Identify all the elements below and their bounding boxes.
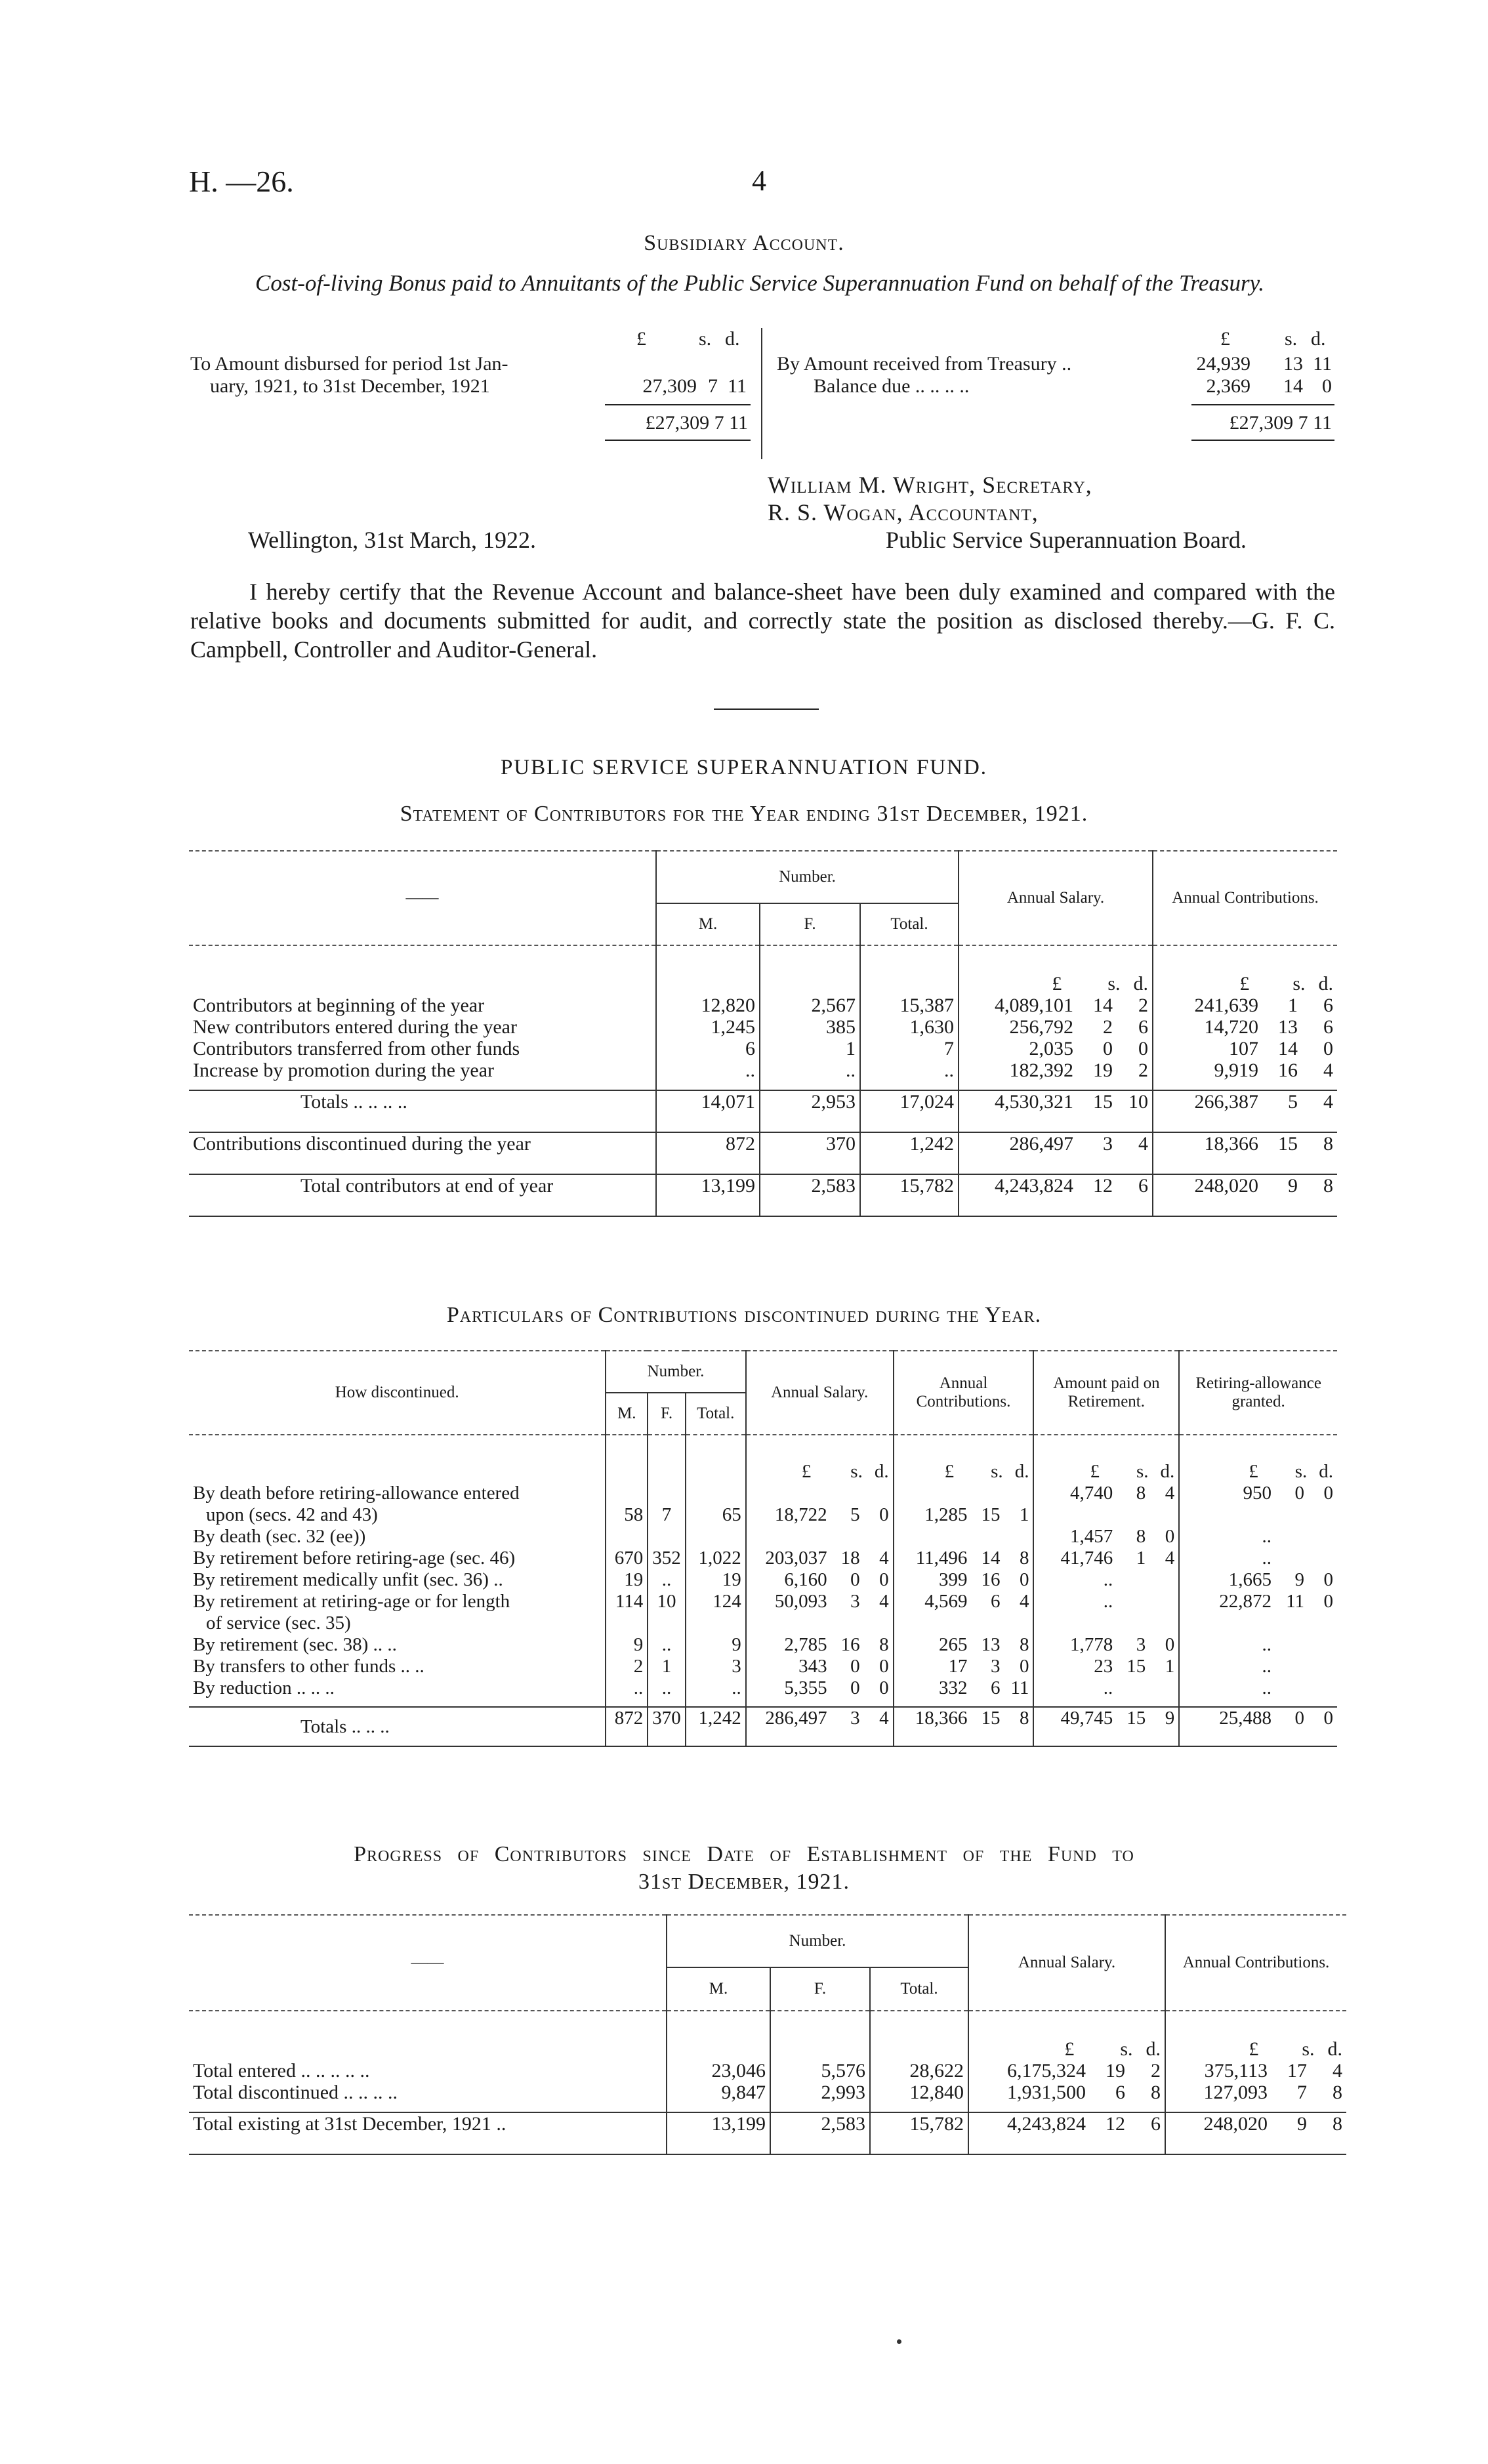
- statement-row: Increase by promotion during the year .. .. .. 182,392 19 2 9,919 16 4: [189, 1059, 1337, 1081]
- credit-line-1: By Amount received from Treasury .. 24,939 13 11: [777, 353, 1332, 375]
- particulars-row: By reduction .. .. .. .. .. .. 5,355 0 0 332 6 11 .. ..: [189, 1677, 1337, 1699]
- debit-rule-bottom: [605, 440, 751, 441]
- statement-totals-row: Totals .. .. .. .. 14,071 2,953 17,024 4,530,321 15 10 266,387 5 4: [189, 1090, 1337, 1132]
- particulars-row: By retirement medically unfit (sec. 36) .. 19 .. 19 6,160 0 0 399 16 0 .. 1,665 9 0: [189, 1569, 1337, 1591]
- particulars-row: of service (sec. 35): [189, 1612, 1337, 1634]
- progress-m-header: M.: [667, 1967, 770, 2011]
- debit-text: To Amount disbursed for period 1st Jan- uary, 1921, to 31st December, 1921: [190, 353, 508, 397]
- debit-rule: [605, 404, 751, 405]
- particulars-total-header: Total.: [686, 1393, 746, 1435]
- credit-line-2: Balance due .. .. .. .. 2,369 14 0: [814, 375, 1332, 397]
- progress-salary-header: Annual Salary.: [968, 1915, 1165, 2011]
- particulars-row: By death (sec. 32 (ee)) 1,457 8 0 ..: [189, 1526, 1337, 1548]
- subsidiary-subtitle: Cost-of-living Bonus paid to Annuitants of the Public Service Superannuation Fund on behalf of the Treasury.: [255, 270, 1264, 296]
- particulars-number-header: Number.: [606, 1351, 745, 1393]
- subsidiary-heading: Subsidiary Account.: [644, 231, 844, 255]
- account-divider: [761, 328, 762, 459]
- progress-f-header: F.: [770, 1967, 870, 2011]
- auditor-certificate: I hereby certify that the Revenue Account and balance-sheet have been duly examined and compared with the relative books and documents submitted for audit, and correctly state the position as disclosed thereby.—G. F. C. Campbell, Controller and Auditor-General.: [190, 579, 1335, 663]
- statement-units-row: £ s. d. £ s. d.: [189, 973, 1337, 995]
- progress-total-header: Total.: [870, 1967, 968, 2011]
- statement-heading: Statement of Contributors for the Year ending 31st December, 1921.: [400, 802, 1088, 826]
- particulars-row: upon (secs. 42 and 43) 58 7 65 18,722 5 0 1,285 15 1: [189, 1504, 1337, 1526]
- debit-total: £27,309 7 11: [645, 412, 748, 434]
- progress-heading: Progress of Contributors since Date of Establishment of the Fund to 31st December, 1921.: [354, 1842, 1134, 1894]
- fund-title: PUBLIC SERVICE SUPERANNUATION FUND.: [500, 756, 988, 779]
- progress-units-row: £ s. d. £ s. d.: [189, 2038, 1346, 2060]
- credit-rule: [1191, 404, 1334, 405]
- statement-number-header: Number.: [656, 851, 959, 903]
- particulars-paid-header: Amount paid on Retirement.: [1033, 1351, 1179, 1435]
- statement-f-header: F.: [760, 903, 860, 945]
- credit-rule-bottom: [1191, 440, 1334, 441]
- signature-board: Public Service Superannuation Board.: [886, 527, 1247, 553]
- credit-total: £27,309 7 11: [1229, 412, 1332, 434]
- statement-salary-header: Annual Salary.: [959, 851, 1153, 945]
- statement-end-row: Total contributors at end of year 13,199 2,583 15,782 4,243,824 12 6 248,020 9 8: [189, 1174, 1337, 1216]
- particulars-contrib-header: Annual Contributions.: [894, 1351, 1034, 1435]
- progress-contrib-header: Annual Contributions.: [1182, 1954, 1330, 1971]
- particulars-units-row: £ s. d. £ s. d. £ s. d. £ s. d.: [189, 1461, 1337, 1483]
- particulars-row: By retirement before retiring-age (sec. 46) 670 352 1,022 203,037 18 4 11,496 14 8 41,746 1 4 ..: [189, 1548, 1337, 1569]
- particulars-how-header: How discontinued.: [189, 1351, 606, 1435]
- particulars-row: By retirement (sec. 38) .. .. 9 .. 9 2,785 16 8 265 13 8 1,778 3 0 ..: [189, 1634, 1337, 1656]
- particulars-row: By death before retiring-allowance entered 4,740 8 4 950 0 0: [189, 1483, 1337, 1504]
- statement-row: Contributors at beginning of the year 12,820 2,567 15,387 4,089,101 14 2 241,639 1 6: [189, 995, 1337, 1016]
- page-dot: [897, 2339, 901, 2344]
- statement-dash: ——: [189, 851, 656, 945]
- particulars-table: [189, 1350, 1337, 1747]
- particulars-allow-header: Retiring-allowance granted.: [1195, 1374, 1321, 1410]
- progress-row: Total discontinued .. .. .. .. 9,847 2,993 12,840 1,931,500 6 8 127,093 7 8: [189, 2082, 1346, 2103]
- signature-accountant: R. S. Wogan, Accountant,: [768, 499, 1039, 525]
- statement-discontinued-row: Contributions discontinued during the year 872 370 1,242 286,497 3 4 18,366 15 8: [189, 1132, 1337, 1174]
- statement-table: [189, 850, 1337, 1217]
- progress-end-row: Total existing at 31st December, 1921 .. 13,199 2,583 15,782 4,243,824 12 6 248,020 9 8: [189, 2112, 1346, 2154]
- page-number: 4: [752, 165, 766, 197]
- particulars-m-header: M.: [606, 1393, 648, 1435]
- statement-m-header: M.: [656, 903, 760, 945]
- section-divider: [714, 708, 819, 710]
- particulars-f-header: F.: [648, 1393, 686, 1435]
- progress-dash: ——: [189, 1915, 667, 2011]
- statement-row: Contributors transferred from other funds 6 1 7 2,035 0 0 107 14 0: [189, 1038, 1337, 1059]
- statement-total-header: Total.: [860, 903, 959, 945]
- particulars-row: By retirement at retiring-age or for length 114 10 124 50,093 3 4 4,569 6 4 .. 22,872 11 0: [189, 1591, 1337, 1612]
- signature-secretary: William M. Wright, Secretary,: [768, 472, 1092, 498]
- statement-row: New contributors entered during the year 1,245 385 1,630 256,792 2 6 14,720 13 6: [189, 1016, 1337, 1038]
- statement-contrib-header: Annual Contributions.: [1172, 889, 1319, 907]
- particulars-salary-header: Annual Salary.: [746, 1351, 894, 1435]
- page-reference: H. —26.: [189, 165, 294, 198]
- place-date: Wellington, 31st March, 1922.: [248, 527, 537, 553]
- progress-row: Total entered .. .. .. .. .. 23,046 5,576 28,622 6,175,324 19 2 375,113 17 4: [189, 2060, 1346, 2082]
- particulars-heading: Particulars of Contributions discontinued during the Year.: [446, 1303, 1042, 1327]
- progress-number-header: Number.: [667, 1915, 968, 1967]
- particulars-totals-row: Totals .. .. .. 872 370 1,242 286,497 3 4 18,366 15 8 49,745 15 9 25,488 0 0: [189, 1707, 1337, 1746]
- particulars-row: By transfers to other funds .. .. 2 1 3 343 0 0 17 3 0 23 15 1 ..: [189, 1656, 1337, 1677]
- progress-table: [189, 1914, 1346, 2155]
